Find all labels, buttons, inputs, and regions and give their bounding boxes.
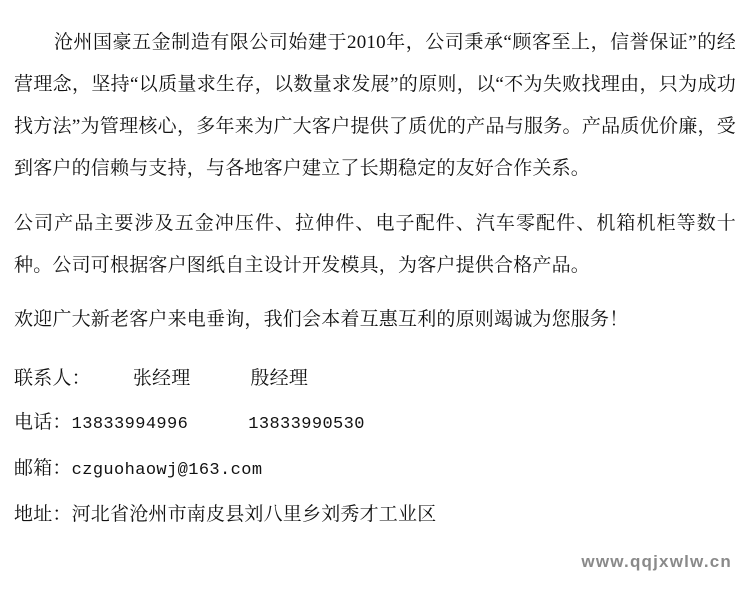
contact-address-value: 河北省沧州市南皮县刘八里乡刘秀才工业区 [71, 504, 437, 525]
contact-email-value[interactable]: czguohaowj@163.com [71, 461, 263, 480]
contact-phone-line [14, 401, 736, 447]
contact-phone-1: 13833994996 [71, 415, 189, 434]
contact-email-line [14, 447, 736, 493]
contact-person-2: 殷经理 [250, 368, 309, 389]
contact-address-label: 地址： [14, 504, 72, 525]
intro-paragraph: 沧州国豪五金制造有限公司始建于2010年，公司秉承“顾客至上，信誉保证”的经营理念，坚持“以质量求生存，以数量求发展”的原则，以“不为失败找理由，只为成功找方法”为管理核心，多年来为广大客户提供了质优的产品与服务。产品质优价廉，受到客户的信赖与支持，与各地客户建立了长期稳定的友好合作关系。 [14, 32, 736, 179]
contact-block [14, 341, 736, 537]
contact-phone-label: 电话： [14, 412, 72, 433]
watermark-text: www.qqjxwlw.cn [581, 552, 732, 571]
spacer [14, 190, 736, 203]
welcome-line: 欢迎广大新老客户来电垂询，我们会本着互惠互利的原则竭诚为您服务！ [14, 309, 629, 330]
products-paragraph: 公司产品主要涉及五金冲压件、拉伸件、电子配件、汽车零配件、机箱机柜等数十种。公司可根据客户图纸自主设计开发模具，为客户提供合格产品。 [14, 213, 736, 276]
intro-section [14, 22, 736, 190]
contact-email-label: 邮箱： [14, 458, 72, 479]
contact-phone-2: 13833990530 [248, 415, 365, 434]
contact-person-label: 联系人： [14, 368, 91, 389]
contact-person-line [14, 357, 736, 401]
contact-person-1: 张经理 [132, 368, 191, 389]
contact-address-line [14, 493, 736, 537]
